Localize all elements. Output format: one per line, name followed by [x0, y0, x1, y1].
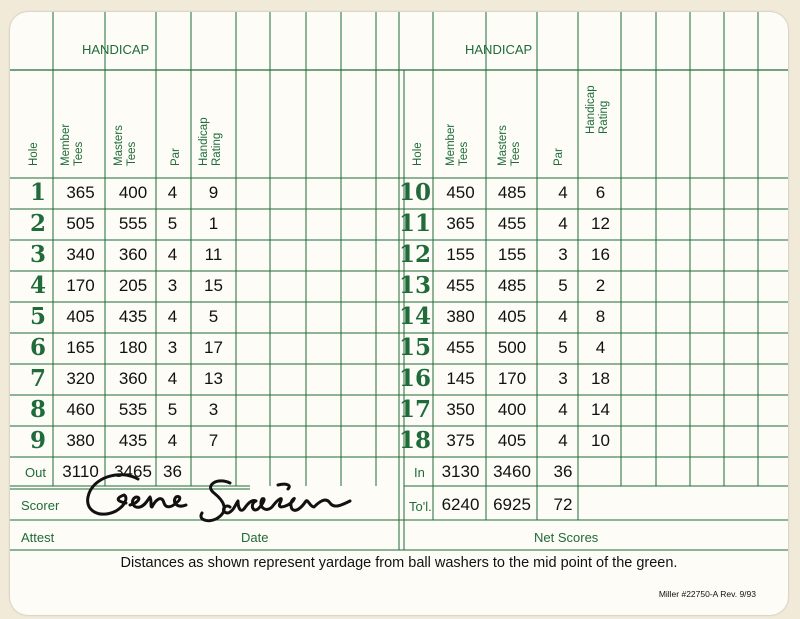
handicap-rating-value: 18	[591, 369, 610, 388]
col-label-par-front: Par	[170, 148, 182, 166]
masters-tees-value: 205	[118, 276, 148, 295]
col-label-hole-front: Hole	[28, 142, 40, 166]
hole-number: 3	[30, 241, 47, 268]
masters-tees-value: 435	[118, 307, 148, 326]
member-tees-value: 155	[446, 245, 475, 264]
masters-tees-value: 405	[497, 307, 527, 326]
par-value: 3	[167, 338, 178, 357]
hole-number: 16	[398, 365, 431, 392]
masters-tees-value: 500	[497, 338, 527, 357]
masters-tees-value: 405	[497, 431, 527, 450]
scorer-signature	[80, 467, 370, 537]
handicap-rating-value: 5	[208, 307, 219, 326]
in-masters-total: 3460	[493, 462, 531, 481]
par-value: 5	[167, 400, 178, 419]
par-value: 4	[558, 307, 568, 326]
masters-tees-value: 360	[118, 369, 148, 388]
hole-number: 18	[398, 427, 431, 454]
member-tees-value: 365	[446, 214, 475, 233]
masters-tees-value: 485	[497, 183, 527, 202]
member-tees-value: 320	[66, 369, 95, 388]
col-label-hole-back: Hole	[412, 142, 424, 166]
hole-number: 12	[398, 241, 431, 268]
hole-number: 14	[398, 303, 431, 330]
hole-number: 4	[30, 272, 47, 299]
handicap-rating-value: 10	[591, 431, 610, 450]
hole-number: 13	[398, 272, 431, 299]
masters-tees-value: 555	[118, 214, 148, 233]
masters-tees-value: 535	[118, 400, 148, 419]
member-tees-value: 455	[446, 276, 475, 295]
yardage-footnote: Distances as shown represent yardage from ball washers to the mid point of the green.	[120, 555, 678, 571]
par-value: 4	[558, 214, 568, 233]
member-tees-value: 450	[446, 183, 475, 202]
total-par: 72	[553, 495, 573, 514]
member-tees-value: 165	[66, 338, 95, 357]
hole-number: 8	[30, 396, 47, 423]
par-value: 4	[167, 369, 178, 388]
member-tees-value: 460	[66, 400, 95, 419]
out-par-total: 36	[163, 462, 182, 481]
printer-mark: Miller #22750-A Rev. 9/93	[658, 589, 756, 599]
masters-tees-value: 485	[497, 276, 527, 295]
out-label: Out	[25, 465, 46, 480]
handicap-rating-value: 2	[595, 276, 606, 295]
par-value: 4	[167, 245, 178, 264]
par-value: 4	[167, 183, 178, 202]
hole-number: 11	[398, 210, 431, 237]
masters-tees-value: 170	[497, 369, 527, 388]
handicap-rating-value: 1	[208, 214, 219, 233]
col-label-masters-tees-back: Masters Tees	[497, 125, 522, 166]
hole-number: 7	[30, 365, 47, 392]
par-value: 5	[558, 338, 568, 357]
col-label-member-tees-front: Member Tees	[60, 123, 85, 166]
par-value: 3	[167, 276, 178, 295]
masters-tees-value: 180	[118, 338, 148, 357]
member-tees-value: 405	[66, 307, 95, 326]
handicap-rating-value: 12	[591, 214, 610, 233]
handicap-rating-value: 3	[208, 400, 219, 419]
out-member-total: 3110	[62, 462, 99, 481]
handicap-rating-value: 6	[595, 183, 606, 202]
handicap-header-right: HANDICAP	[465, 42, 533, 57]
handicap-rating-value: 9	[208, 183, 219, 202]
member-tees-value: 375	[446, 431, 475, 450]
handicap-rating-value: 15	[204, 276, 223, 295]
hole-number: 17	[398, 396, 431, 423]
par-value: 4	[558, 431, 568, 450]
hole-number: 1	[30, 179, 47, 206]
member-tees-value: 455	[446, 338, 475, 357]
handicap-header-left: HANDICAP	[82, 42, 150, 57]
in-member-total: 3130	[441, 462, 480, 481]
member-tees-value: 170	[66, 276, 95, 295]
scorer-label: Scorer	[21, 498, 60, 513]
net-scores-label: Net Scores	[534, 530, 599, 545]
handicap-rating-value: 17	[204, 338, 223, 357]
handicap-rating-value: 8	[595, 307, 606, 326]
par-value: 3	[558, 369, 568, 388]
handicap-rating-value: 13	[204, 369, 223, 388]
member-tees-value: 365	[66, 183, 95, 202]
col-label-member-tees-back: Member Tees	[445, 123, 470, 166]
hole-number: 15	[398, 334, 431, 361]
out-masters-total: 3465	[114, 462, 152, 481]
col-label-par-back: Par	[553, 148, 565, 166]
total-label: To'l.	[409, 499, 432, 514]
par-value: 4	[558, 183, 568, 202]
member-tees-value: 505	[66, 214, 95, 233]
handicap-rating-value: 14	[591, 400, 610, 419]
par-value: 3	[558, 245, 568, 264]
in-par-total: 36	[553, 462, 573, 481]
handicap-rating-value: 4	[595, 338, 606, 357]
member-tees-value: 380	[446, 307, 475, 326]
par-value: 5	[558, 276, 568, 295]
member-tees-value: 340	[66, 245, 95, 264]
in-label: In	[414, 465, 425, 480]
masters-tees-value: 155	[497, 245, 527, 264]
par-value: 5	[167, 214, 178, 233]
par-value: 4	[167, 307, 178, 326]
par-value: 4	[558, 400, 568, 419]
handicap-rating-value: 11	[204, 245, 223, 264]
masters-tees-value: 360	[118, 245, 148, 264]
handicap-rating-value: 16	[591, 245, 610, 264]
masters-tees-value: 400	[118, 183, 148, 202]
attest-label: Attest	[21, 530, 55, 545]
masters-tees-value: 400	[497, 400, 527, 419]
handicap-rating-value: 7	[208, 431, 219, 450]
scorecard	[10, 12, 788, 615]
total-masters: 6925	[493, 495, 531, 514]
date-label: Date	[241, 530, 269, 545]
member-tees-value: 145	[446, 369, 475, 388]
member-tees-value: 380	[66, 431, 95, 450]
col-label-handicap-rating-front: Handicap Rating	[198, 117, 223, 166]
hole-number: 5	[30, 303, 47, 330]
masters-tees-value: 435	[118, 431, 148, 450]
col-label-handicap-rating-back: Handicap Rating	[585, 85, 610, 134]
hole-number: 6	[30, 334, 47, 361]
col-label-masters-tees-front: Masters Tees	[113, 125, 138, 166]
par-value: 4	[167, 431, 178, 450]
hole-number: 9	[30, 427, 47, 454]
member-tees-value: 350	[446, 400, 475, 419]
masters-tees-value: 455	[497, 214, 527, 233]
hole-number: 10	[398, 179, 431, 206]
hole-number: 2	[30, 210, 47, 237]
total-member: 6240	[441, 495, 480, 514]
